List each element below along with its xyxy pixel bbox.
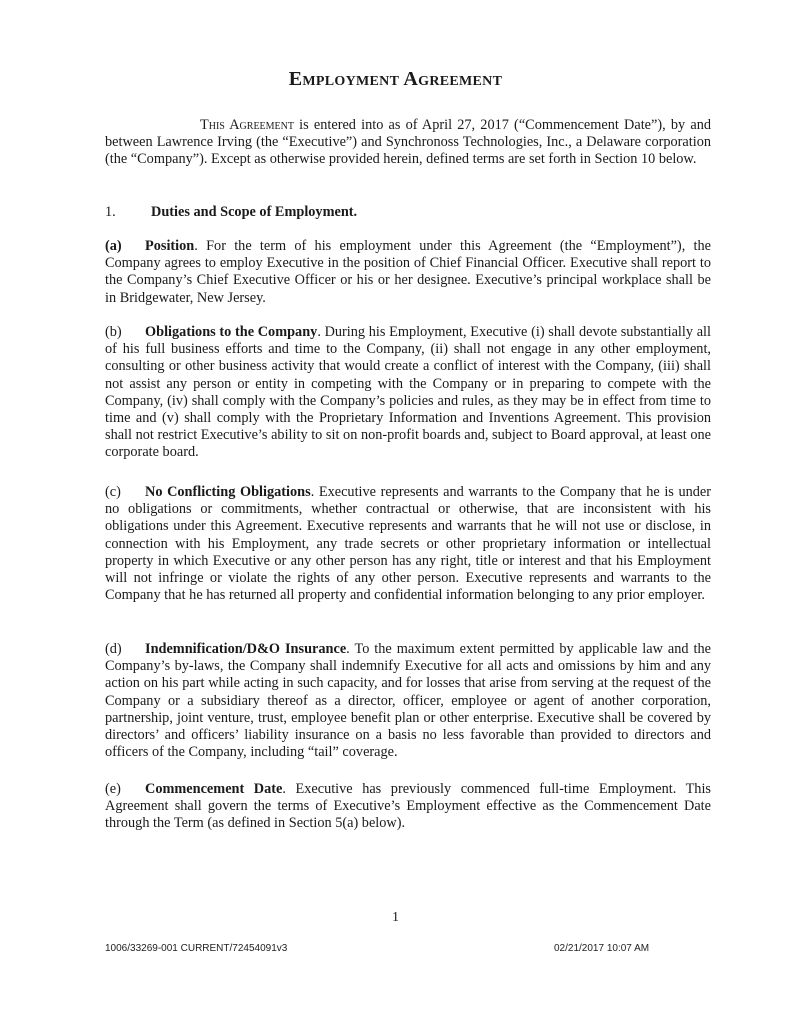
- paragraph-d: [105, 641, 711, 761]
- page-number: 1: [392, 910, 399, 925]
- paragraph-heading: Indemnification/D&O Insurance: [145, 641, 347, 657]
- paragraph-label: (a): [105, 238, 122, 254]
- section-1-heading: [105, 204, 711, 221]
- paragraph-text: . For the term of his employment under this Agreement (the “Employment”), the Company agrees to employ Executive in the position of Chief Financial Officer. Executive shall report to the Company’s Chief Executive Officer or his or her designee. Executive’s principal workplace shall be in Bridgewater, New Jersey.: [105, 238, 711, 306]
- intro-paragraph: [105, 117, 711, 169]
- document-title: Employment Agreement: [288, 68, 503, 90]
- paragraph-label: (b): [105, 324, 122, 340]
- paragraph-label: (d): [105, 641, 122, 657]
- paragraph-text: . Executive has previously commenced full-time Employment. This Agreement shall govern the terms of Executive’s Employment effective as the Commencement Date through the Term (as defined in Section 5(a) below).: [105, 781, 711, 832]
- document-id: 1006/33269-001 CURRENT/72454091v3: [105, 943, 288, 954]
- paragraph-label: (e): [105, 781, 121, 797]
- paragraph-e: [105, 781, 711, 833]
- paragraph-label: (c): [105, 484, 121, 500]
- paragraph-text: . Executive represents and warrants to the Company that he is under no obligations or commitments, whether contractual or otherwise, that are inconsistent with his obligations under this Agreement. Executive represents and warrants that he will not use or disclose, in connection with his Employment, any trade secrets or other proprietary information or intellectual property in which Executive or any other person has any right, title or interest and that his Employment will not infringe or violate the rights of any other person. Executive represents and warrants to the Company that he has returned all property and confidential information belonging to any prior employer.: [105, 484, 711, 604]
- paragraph-heading: Position: [145, 238, 195, 254]
- paragraph-text: . During his Employment, Executive (i) shall devote substantially all of his full business efforts and time to the Company, (ii) shall not engage in any other employment, consulting or other business activity that would create a conflict of interest with the Company, (iii) shall not assist any person or entity in competing with the Company or in preparing to compete with the Company, (iv) shall comply with the Company’s policies and rules, as they may be in effect from time to time and (v) shall comply with the Proprietary Information and Inventions Agreement. This provision shall not restrict Executive’s ability to sit on non-profit boards and, subject to Board approval, at least one corporate board.: [105, 324, 711, 461]
- section-title: Duties and Scope of Employment.: [151, 204, 358, 220]
- paragraph-a: [105, 238, 711, 307]
- footer-timestamp: 02/21/2017 10:07 AM: [554, 943, 650, 954]
- intro-text: is entered into as of April 27, 2017 (“Commencement Date”), by and between Lawrence Irving (the “Executive”) and Synchronoss Technologies, Inc., a Delaware corporation (the “Company”). Except as otherwise provided herein, defined terms are set forth in Section 10 below.: [105, 117, 711, 168]
- paragraph-heading: No Conflicting Obligations: [145, 484, 311, 500]
- paragraph-heading: Obligations to the Company: [145, 324, 318, 340]
- paragraph-c: [105, 484, 711, 604]
- intro-lead: This Agreement: [200, 117, 294, 133]
- paragraph-b: [105, 324, 711, 462]
- paragraph-text: . To the maximum extent permitted by applicable law and the Company’s by-laws, the Company shall indemnify Executive for all acts and omissions by him and any action on his part while acting in such capacity, and for losses that arise from serving at the request of the Company or a subsidiary thereof as a director, officer, employee or agent of another corporation, partnership, joint venture, trust, employee benefit plan or other enterprise. Executive shall be covered by directors’ and officers’ liability insurance on a basis no less favorable than provided to directors and officers of the Company, including “tail” coverage.: [105, 641, 711, 761]
- paragraph-heading: Commencement Date: [145, 781, 283, 797]
- section-number: 1.: [105, 204, 116, 220]
